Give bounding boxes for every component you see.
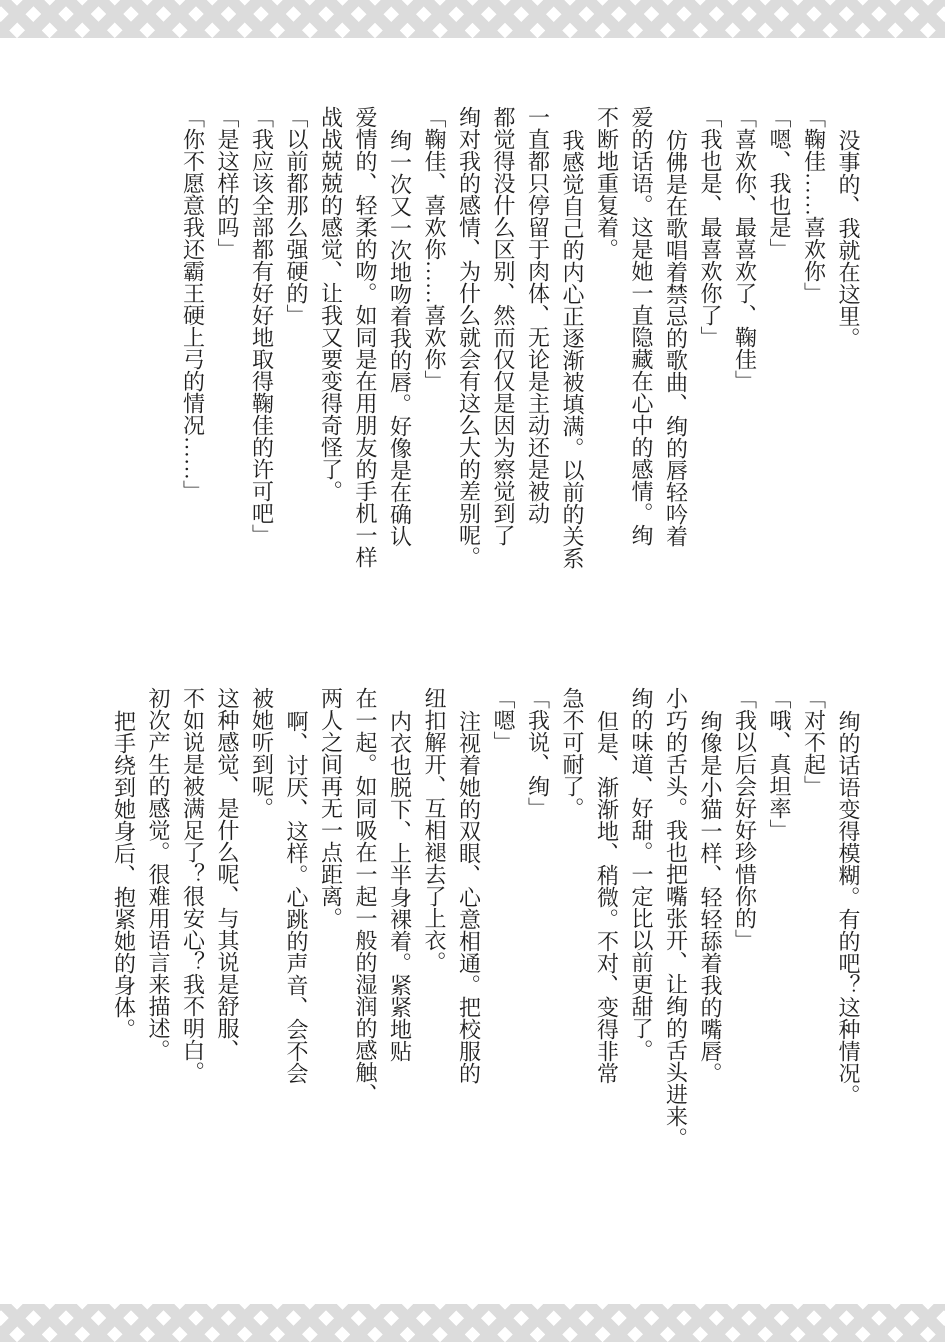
text-line: 内衣也脱下、上半身裸着。紧紧地贴	[387, 710, 413, 1062]
text-line: 不如说是被满足了？很安心？我不明白。	[180, 687, 206, 1083]
text-line: 小巧的舌头。我也把嘴张开、让绚的舌头进来。	[663, 687, 689, 1149]
text-line: 绚的味道、好甜。一定比以前更甜了。	[629, 687, 654, 1061]
text-line: 「我应该全部都有好好地取得鞠佳的许可吧」	[249, 106, 275, 546]
text-line: 「嗯」	[491, 687, 516, 753]
text-line: 在一起。如同吸在一起一般的湿润的感触、	[353, 687, 378, 1105]
text-line: 「对不起」	[801, 687, 827, 797]
top-text-block	[175, 106, 865, 626]
text-line: 「我以后会好好珍惜你的」	[732, 687, 758, 951]
text-line: 初次产生的感觉。很难用语言来描述。	[146, 687, 171, 1061]
text-line: 战战兢兢的感觉、让我又要变得奇怪了。	[318, 106, 344, 502]
text-line: 注视着她的双眼、心意相通。把校服的	[456, 710, 482, 1084]
text-line: 急不可耐了。	[560, 687, 585, 819]
bottom-border-pattern	[0, 1304, 945, 1342]
text-line: 这种感觉、是什么呢、与其说是舒服、	[215, 687, 240, 1061]
text-line: 「我也是、最喜欢你了」	[698, 106, 723, 348]
text-line: 纽扣解开、互相褪去了上衣。	[422, 687, 447, 973]
text-line: 绚对我的感情、为什么就会有这么大的差别呢。	[456, 106, 482, 568]
text-line: 两人之间再无一点距离。	[318, 687, 344, 929]
bottom-text-block	[106, 687, 865, 1207]
text-line: 啊、讨厌、这样。心跳的声音、会不会	[284, 710, 309, 1084]
text-line: 我感觉自己的内心正逐渐被填满。以前的关系	[560, 129, 585, 569]
text-line: 但是、渐渐地、稍微。不对、变得非常	[594, 710, 620, 1084]
text-line: 「喜欢你、最喜欢了、鞠佳」	[732, 106, 758, 392]
text-line: 把手绕到她身后、抱紧她的身体。	[111, 710, 137, 1040]
text-line: 不断地重复着。	[594, 106, 620, 260]
text-line: 「鞠佳……喜欢你」	[801, 106, 827, 304]
text-line: 「哦、真坦率」	[767, 687, 792, 841]
text-line: 「是这样的吗」	[215, 106, 240, 260]
text-line: 仿佛是在歌唱着禁忌的歌曲、绚的唇轻吟着	[663, 129, 689, 547]
text-line: 被她听到呢。	[249, 687, 275, 819]
text-line: 「我说、绚」	[525, 687, 551, 819]
text-line: 一直都只停留于肉体、无论是主动还是被动	[525, 106, 551, 524]
text-line: 绚的话语变得模糊。有的吧？这种情况。	[836, 710, 861, 1106]
text-line: 绚一次又一次地吻着我的唇。好像是在确认	[387, 129, 413, 547]
text-line: 「嗯、我也是」	[767, 106, 792, 260]
text-line: 「鞠佳、喜欢你……喜欢你」	[422, 106, 447, 392]
text-line: 「以前都那么强硬的」	[284, 106, 309, 326]
text-line: 都觉得没什么区别、然而仅仅是因为察觉到了	[491, 106, 516, 546]
text-line: 爱情的、轻柔的吻。如同是在用朋友的手机一样	[353, 106, 378, 568]
text-line: 爱的话语。这是她一直隐藏在心中的感情。绚	[629, 106, 654, 546]
text-line: 没事的、我就在这里。	[836, 129, 861, 349]
top-border-pattern	[0, 0, 945, 38]
text-line: 绚像是小猫一样、轻轻舔着我的嘴唇。	[698, 710, 723, 1084]
text-line: 「你不愿意我还霸王硬上弓的情况……」	[180, 106, 206, 502]
